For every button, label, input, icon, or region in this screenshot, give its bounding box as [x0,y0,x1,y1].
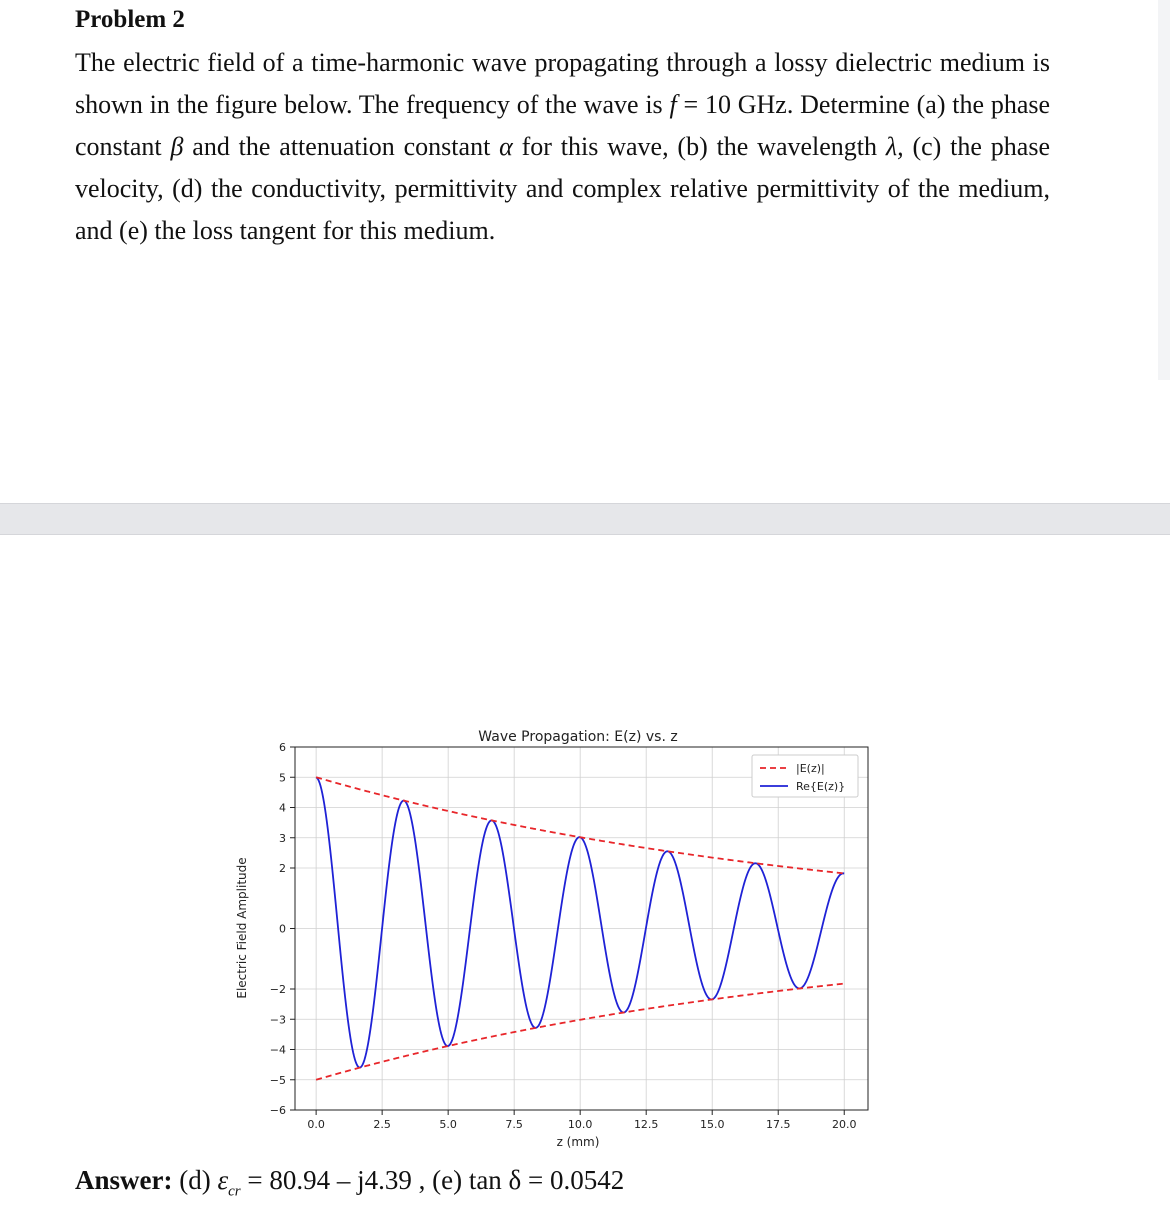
y-tick-label: 6 [279,741,286,754]
epsilon-value: = 80.94 – j4.39 , [247,1165,426,1195]
y-tick-label: −6 [269,1104,286,1117]
x-tick-label: 17.5 [765,1118,791,1131]
y-tick-label: 3 [279,831,286,845]
y-tick-label: −4 [269,1043,286,1057]
y-tick-label: −3 [269,1013,286,1027]
chart-title: Wave Propagation: E(z) vs. z [478,729,678,745]
x-tick-label: 7.5 [505,1118,523,1131]
y-tick-label: 4 [279,801,286,815]
y-tick-label: −5 [269,1073,286,1087]
answer [75,1165,624,1200]
epsilon-subscript: cr [228,1183,241,1200]
y-tick-label: 2 [279,862,286,875]
x-tick-label: 20.0 [831,1118,857,1131]
epsilon-symbol [217,1165,241,1200]
y-tick-label: −2 [269,983,286,996]
x-tick-label: 0.0 [307,1118,325,1131]
beta-symbol: β [170,132,184,161]
problem-title: Problem 2 [75,6,185,33]
x-tick-label: 12.5 [633,1118,659,1131]
page-divider [0,503,1170,535]
loss-tangent-value: tan δ = 0.0542 [468,1165,625,1195]
x-tick-label: 2.5 [373,1118,391,1131]
frequency-variable: f [669,90,677,119]
answer-part-e: (e) [432,1165,463,1195]
legend [752,755,858,797]
page-edge-shadow [1158,0,1170,380]
y-tick-label: 5 [279,771,286,785]
x-tick-label: 5.0 [439,1118,457,1131]
wave-chart [230,720,880,1160]
problem-text-3: and the attenuation constant [192,132,491,161]
problem-text-1: The electric field of a time-harmonic wave propagating through a lossy dielectric medium is shown in the figure below. The frequency of the wave is [75,48,1050,119]
x-tick-label: 15.0 [699,1118,725,1131]
legend-label: Re{E(z)} [796,780,846,793]
lambda-symbol: λ, [885,132,904,161]
frequency-value: = 10 GHz. [683,90,794,119]
problem-statement [75,42,1050,252]
answer-label: Answer: [75,1165,173,1195]
epsilon-char: ε [217,1165,229,1195]
x-tick-label: 10.0 [567,1118,593,1131]
problem-text-4: for this wave, (b) the wavelength [521,132,878,161]
y-axis-label: Electric Field Amplitude [235,857,249,999]
alpha-symbol: α [499,132,513,161]
legend-label: |E(z)| [796,762,825,775]
problem-text-5: (c) the phase velocity, (d) the conductivity, permittivity and complex relative permittivity of the medium, and (e) the loss tangent for this medium. [75,132,1050,245]
y-tick-label: 0 [279,922,286,936]
answer-part-d: (d) [179,1165,211,1195]
x-axis-label: z (mm) [556,1135,600,1149]
problem-text-2: Determine (a) the phase constant [75,90,1051,161]
grid [295,747,868,1110]
